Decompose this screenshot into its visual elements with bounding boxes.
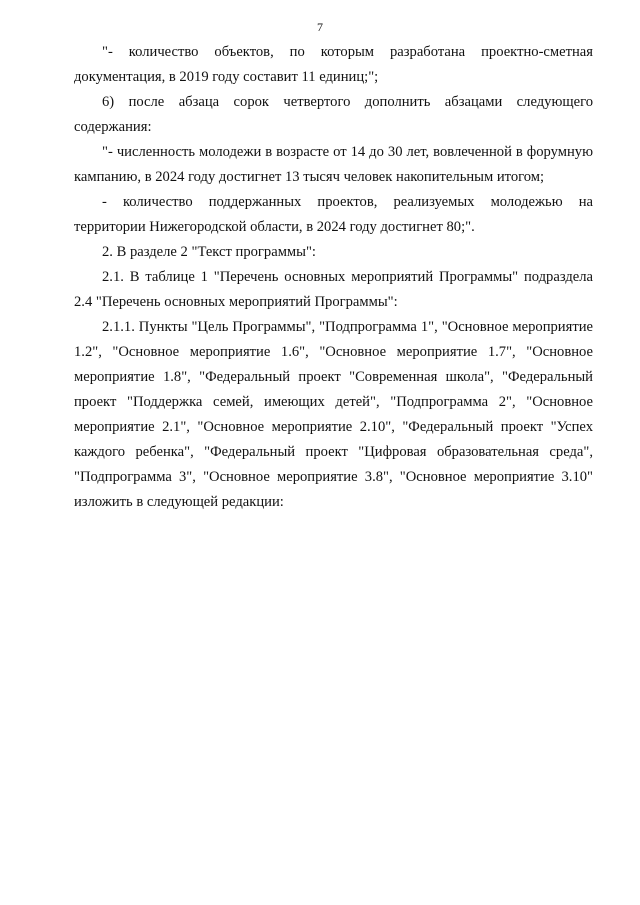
paragraph-objects-count: "- количество объектов, по которым разработана проектно-сметная документация, в 2019 году составит 11 единиц;"; <box>74 44 593 85</box>
document-body <box>74 40 593 515</box>
paragraph-youth-projects: - количество поддержанных проектов, реализуемых молодежью на территории Нижегородской области, в 2024 году достигнет 80;". <box>74 194 593 235</box>
paragraph-table-1: 2.1. В таблице 1 "Перечень основных мероприятий Программы" подраздела 2.4 "Перечень основных мероприятий Программы": <box>74 269 593 310</box>
paragraph-youth-forum: "- численность молодежи в возрасте от 14 до 30 лет, вовлеченной в форумную кампанию, в 2024 году достигнет 13 тысяч человек накопительным итогом; <box>74 144 593 185</box>
paragraph-amendment-6: 6) после абзаца сорок четвертого дополнить абзацами следующего содержания: <box>74 94 593 135</box>
page-number: 7 <box>317 20 323 34</box>
paragraph-section-2: 2. В разделе 2 "Текст программы": <box>102 244 316 260</box>
paragraph-items-list: 2.1.1. Пункты "Цель Программы", "Подпрограмма 1", "Основное мероприятие 1.2", "Основное мероприятие 1.6", "Основное мероприятие 1.7", "Основное мероприятие 1.8", "Федеральный проект "Современная школа", "Федеральный проект "Поддержка семей, имеющих детей", "Подпрограмма 2", "Основное мероприятие 2.1", "Основное мероприятие 2.10", "Федеральный проект "Успех каждого ребенка", "Федеральный проект "Цифровая образовательная среда", "Подпрограмма 3", "Основное мероприятие 3.8", "Основное мероприятие 3.10" изложить в следующей редакции: <box>74 319 593 510</box>
